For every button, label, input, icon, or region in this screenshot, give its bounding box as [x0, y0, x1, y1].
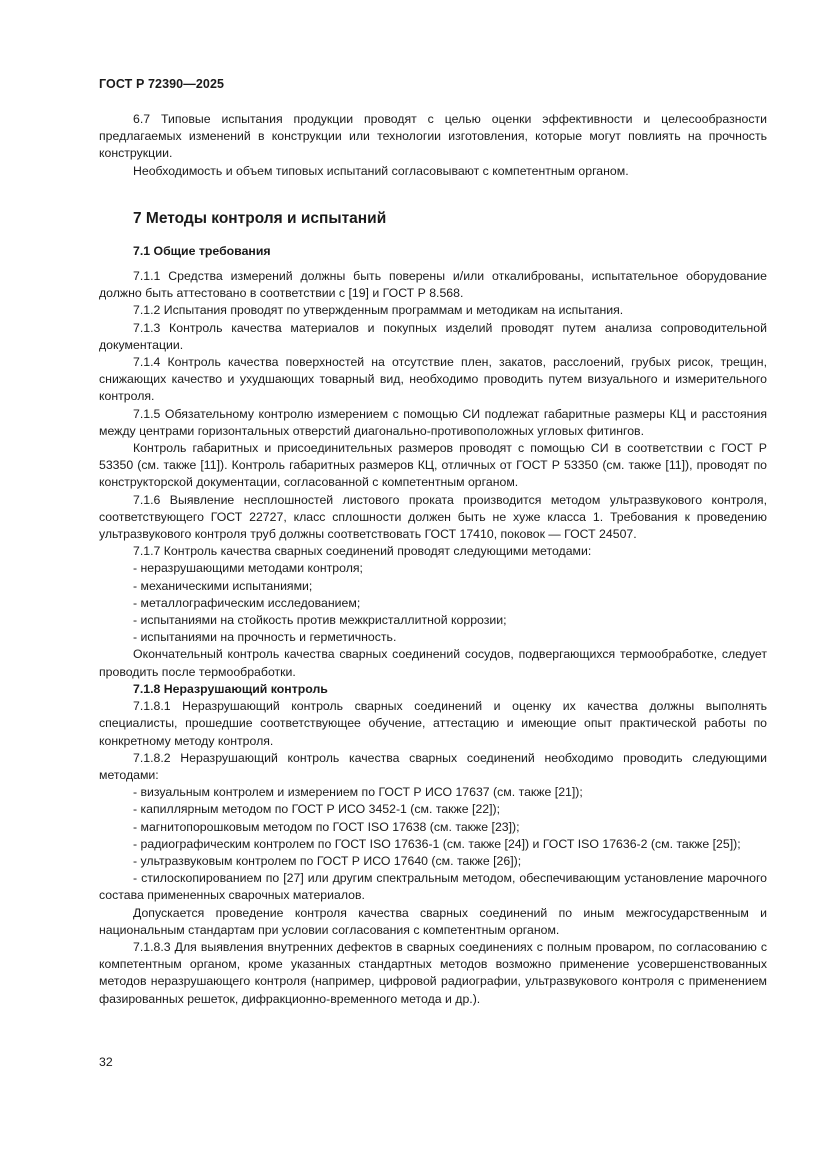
list-item: - испытаниями на стойкость против межкристаллитной коррозии;: [133, 613, 507, 628]
list-item: - визуальным контролем и измерением по ГОСТ Р ИСО 17637 (см. также [21]);: [133, 785, 583, 800]
paragraph-7-1-2: 7.1.2 Испытания проводят по утвержденным программам и методикам на испытания.: [133, 303, 624, 318]
paragraph-7-1-4: 7.1.4 Контроль качества поверхностей на отсутствие плен, закатов, расслоений, грубых рисок, трещин, снижающих качество и ухудшающих товарный вид, необходимо проводить путем визуального и измерительного контроля.: [99, 355, 767, 404]
paragraph-7-1-3: 7.1.3 Контроль качества материалов и покупных изделий проводят путем анализа сопроводительной документации.: [99, 320, 767, 352]
document-header: ГОСТ Р 72390—2025: [99, 77, 225, 91]
list-item: - радиографическим контролем по ГОСТ ISO 17636-1 (см. также [24]) и ГОСТ ISO 17636-2 (см. также [25]);: [133, 836, 741, 851]
paragraph-7-1-5: 7.1.5 Обязательному контролю измерением с помощью СИ подлежат габаритные размеры КЦ и расстояния между центрами горизонтальных отверстий диагонально-противоположных угловых фитингов.: [99, 406, 767, 438]
list-item: - испытаниями на прочность и герметичность.: [133, 630, 397, 645]
paragraph-7-1-8-1: 7.1.8.1 Неразрушающий контроль сварных соединений и оценку их качества должны выполнять специалисты, прошедшие соответствующее обучение, аттестацию и имеющие опыт практической работы по конкретному методу контроля.: [99, 699, 767, 748]
page-number: 32: [99, 1055, 113, 1069]
paragraph-6-7: 6.7 Типовые испытания продукции проводят с целью оценки эффективности и целесообразности предлагаемых изменений в конструкции или технологии изготовления, которые могут повлиять на прочность конструкции.: [99, 112, 767, 161]
paragraph-7-1-8-2: 7.1.8.2 Неразрушающий контроль качества сварных соединений необходимо проводить следующими методами:: [99, 750, 767, 782]
list-item: - ультразвуковым контролем по ГОСТ Р ИСО 17640 (см. также [26]);: [133, 853, 522, 868]
list-item: - капиллярным методом по ГОСТ Р ИСО 3452-1 (см. также [22]);: [133, 802, 501, 817]
list-item: - неразрушающими методами контроля;: [133, 561, 363, 576]
paragraph-7-1-7-final: Окончательный контроль качества сварных соединений сосудов, подвергающихся термообработке, следует проводить после термообработки.: [99, 647, 767, 679]
paragraph-7-1-6: 7.1.6 Выявление несплошностей листового проката производится методом ультразвукового контроля, соответствующего ГОСТ 22727, класс сплошности должен быть не хуже класса 1. Требования к проведению ультразвукового контроля труб должны соответствовать ГОСТ 17410, поковок — ГОСТ 24507.: [99, 492, 767, 542]
paragraph-7-1-8-2-other-standards: Допускается проведение контроля качества сварных соединений по иным межгосударственным и национальным стандартам при условии согласования с компетентным органом.: [99, 905, 767, 937]
paragraph-6-7-agreement: Необходимость и объем типовых испытаний согласовывают с компетентным органом.: [133, 163, 629, 178]
list-item: - металлографическим исследованием;: [133, 595, 361, 610]
subsection-title: 7.1 Общие требования: [133, 243, 271, 258]
paragraph-7-1-7: 7.1.7 Контроль качества сварных соединений проводят следующими методами:: [133, 544, 592, 559]
list-item: - стилоскопированием по [27] или другим спектральным методом, обеспечивающим установление марочного состава примененных сварочных материалов.: [99, 871, 767, 903]
subsection-title-7-1-8: 7.1.8 Неразрушающий контроль: [133, 681, 328, 696]
paragraph-7-1-8-3: 7.1.8.3 Для выявления внутренних дефектов в сварных соединениях с полным проваром, по согласованию с компетентным органом, кроме указанных стандартных методов возможно применение усовершенствованных методов неразрушающего контроля (например, цифровой радиографии, ультразвукового контроля с применением фазированных решеток, дифракционно-временного метода и др.).: [99, 939, 767, 1006]
list-item: - механическими испытаниями;: [133, 578, 313, 593]
paragraph-7-1-5-dimensions: Контроль габаритных и присоединительных размеров проводят с помощью СИ в соответствии с ГОСТ Р 53350 (см. также [11]). Контроль габаритных размеров КЦ, отличных от ГОСТ Р 53350 (см. также [11]), проводят по конструкторской документации, согласованной с компетентным органом.: [99, 441, 767, 490]
list-item: - магнитопорошковым методом по ГОСТ ISO 17638 (см. также [23]);: [133, 819, 520, 834]
document-body: [99, 111, 767, 1008]
paragraph-7-1-1: 7.1.1 Средства измерений должны быть поверены и/или откалиброваны, испытательное оборудование должно быть аттестовано в соответствии с [19] и ГОСТ Р 8.568.: [99, 269, 767, 301]
section-title: 7 Методы контроля и испытаний: [133, 209, 387, 227]
